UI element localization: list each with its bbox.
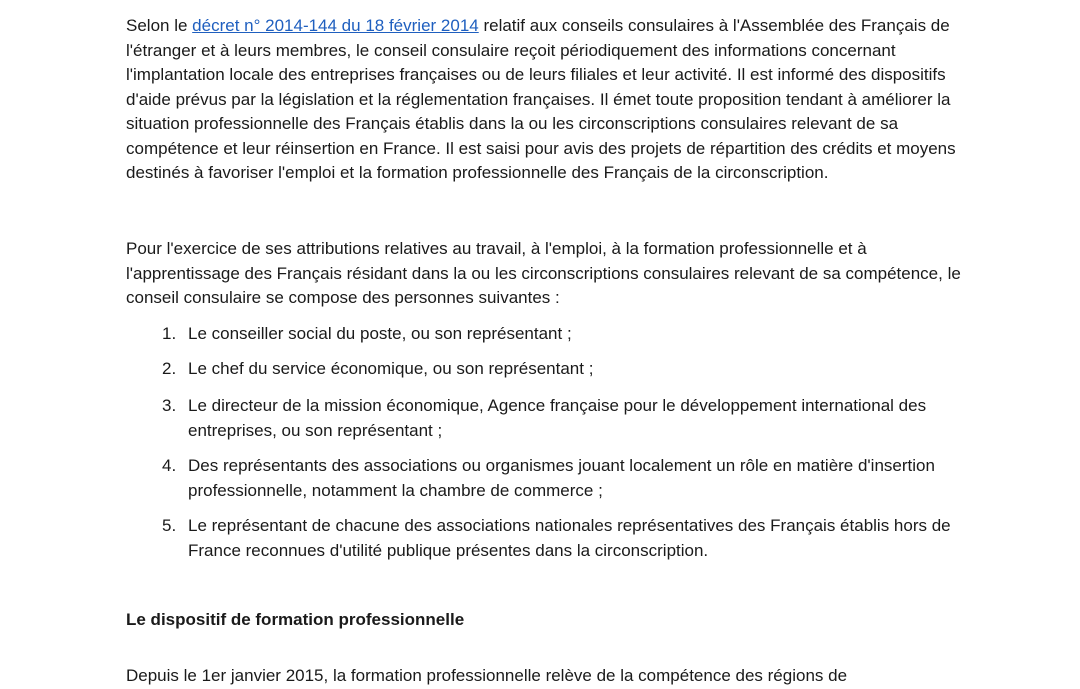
list-item-number: 4. — [162, 456, 177, 475]
list-item — [126, 394, 961, 443]
list-item-number: 3. — [162, 396, 177, 415]
list-item — [126, 514, 961, 563]
list-item-number: 1. — [162, 324, 177, 343]
list-item-text: Le directeur de la mission économique, Agence française pour le développement international des entreprises, ou son représentant ; — [188, 396, 927, 440]
intro-body: relatif aux conseils consulaires à l'Assemblée des Français de l'étranger et à leurs membres, le conseil consulaire reçoit périodiquement des informations concernant l'implantation locale des entreprises françaises ou de leurs filiales et leur activité. Il est informé des dispositifs d'aide prévus par la législation et la réglementation françaises. Il émet toute proposition tendant à améliorer la situation professionnelle des Français établis dans la ou les circonscriptions consulaires relevant de sa compétence et leur réinsertion en France. Il est saisi pour avis des projets de répartition des crédits et moyens destinés à favoriser l'emploi et la formation professionnelle des Français de la circonscription. — [126, 16, 956, 182]
intro-paragraph — [126, 14, 961, 186]
list-item-text: Le représentant de chacune des associations nationales représentatives des Français établis hors de France reconnues d'utilité publique présentes dans la circonscription. — [188, 516, 951, 560]
list-item-text: Le chef du service économique, ou son représentant ; — [188, 359, 594, 378]
list-item-text: Des représentants des associations ou organismes jouant localement un rôle en matière d'insertion professionnelle, notamment la chambre de commerce ; — [188, 456, 935, 500]
list-item-number: 5. — [162, 516, 177, 535]
list-item-number: 2. — [162, 359, 177, 378]
composition-paragraph: Pour l'exercice de ses attributions relatives au travail, à l'emploi, à la formation professionnelle et à l'apprentissage des Français résidant dans la ou les circonscriptions consulaires relevant de sa compétence, le conseil consulaire se compose des personnes suivantes : — [126, 239, 961, 307]
list-item — [126, 357, 961, 382]
section-heading: Le dispositif de formation professionnelle — [126, 610, 465, 629]
intro-prefix: Selon le — [126, 16, 193, 35]
list-item-text: Le conseiller social du poste, ou son représentant ; — [188, 324, 572, 343]
list-item — [126, 454, 961, 503]
list-item — [126, 322, 961, 347]
formation-paragraph: Depuis le 1er janvier 2015, la formation professionnelle relève de la compétence des régions de — [126, 666, 848, 685]
decret-link[interactable]: décret n° 2014-144 du 18 février 2014 — [192, 16, 479, 35]
